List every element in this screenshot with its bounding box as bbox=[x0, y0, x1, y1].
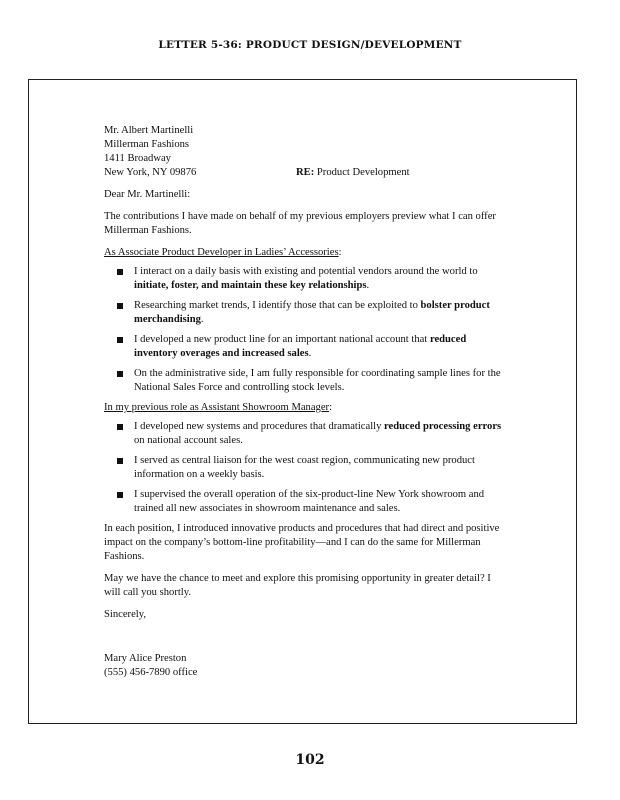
bullet-list bbox=[104, 265, 504, 395]
square-bullet-icon bbox=[117, 492, 123, 498]
bullet-text: On the administrative side, I am fully responsible for coordinating sample lines for the National Sales Force and controlling stock levels. bbox=[134, 368, 501, 393]
bullet-emphasis: bolster product merchandising bbox=[134, 300, 490, 325]
recipient-company: Millerman Fashions bbox=[104, 139, 190, 150]
section-heading-text: In my previous role as Assistant Showroom Manager bbox=[104, 402, 330, 413]
closing-paragraph: In each position, I introduced innovative products and procedures that had direct and positive impact on the company’s bottom-line profitability—and I can do the same for Millerman Fashions. bbox=[104, 523, 500, 562]
list-item bbox=[104, 367, 506, 395]
bullet-list bbox=[104, 420, 504, 516]
sign-off: Sincerely, bbox=[104, 609, 146, 620]
re-text: Product Development bbox=[314, 167, 410, 178]
recipient-city: New York, NY 09876 bbox=[104, 167, 197, 178]
re-label: RE: bbox=[296, 167, 315, 178]
square-bullet-icon bbox=[117, 424, 123, 430]
list-item bbox=[104, 420, 506, 448]
section-heading bbox=[104, 246, 504, 260]
bullet-text: I interact on a daily basis with existing and potential vendors around the world to bbox=[134, 266, 478, 277]
re-line bbox=[296, 166, 410, 180]
list-item bbox=[104, 265, 506, 293]
bullet-text: I supervised the overall operation of the six-product-line New York showroom and trained all new associates in showroom maintenance and sales. bbox=[134, 489, 485, 514]
signature-block bbox=[104, 652, 504, 680]
intro-paragraph: The contributions I have made on behalf of my previous employers preview what I can offer Millerman Fashions. bbox=[104, 211, 496, 236]
bullet-tail: on national account sales. bbox=[134, 435, 243, 446]
bullet-text: I developed new systems and procedures that dramatically bbox=[134, 421, 385, 432]
square-bullet-icon bbox=[117, 269, 123, 275]
signature-name: Mary Alice Preston bbox=[104, 653, 187, 664]
list-item bbox=[104, 488, 506, 516]
square-bullet-icon bbox=[117, 303, 123, 309]
page-title: LETTER 5-36: PRODUCT DESIGN/DEVELOPMENT bbox=[158, 39, 462, 51]
square-bullet-icon bbox=[117, 458, 123, 464]
section-heading bbox=[104, 401, 504, 415]
page-number: 102 bbox=[295, 752, 325, 768]
recipient-address bbox=[104, 124, 504, 180]
section-showroom bbox=[104, 401, 504, 516]
bullet-emphasis: reduced processing errors bbox=[384, 421, 502, 432]
list-item bbox=[104, 454, 506, 482]
bullet-emphasis: initiate, foster, and maintain these key relationships bbox=[134, 280, 367, 291]
list-item bbox=[104, 333, 506, 361]
bullet-text: Researching market trends, I identify those that can be exploited to bbox=[134, 300, 421, 311]
recipient-street: 1411 Broadway bbox=[104, 153, 171, 164]
bullet-tail: . bbox=[366, 280, 370, 291]
bullet-tail: . bbox=[200, 314, 204, 325]
section-heading-colon: : bbox=[338, 247, 342, 258]
request-paragraph: May we have the chance to meet and explore this promising opportunity in greater detail? I will call you shortly. bbox=[104, 573, 491, 598]
letter-body bbox=[104, 124, 504, 680]
section-associate bbox=[104, 246, 504, 395]
salutation: Dear Mr. Martinelli: bbox=[104, 189, 191, 200]
bullet-text: I served as central liaison for the west coast region, communicating new product information on a weekly basis. bbox=[134, 455, 475, 480]
signature-phone: (555) 456-7890 office bbox=[104, 667, 198, 678]
bullet-tail: . bbox=[308, 348, 312, 359]
bullet-text: I developed a new product line for an important national account that bbox=[134, 334, 430, 345]
bullet-emphasis: reduced inventory overages and increased sales bbox=[134, 334, 467, 359]
recipient-name: Mr. Albert Martinelli bbox=[104, 125, 194, 136]
list-item bbox=[104, 299, 506, 327]
recipient-city-row bbox=[104, 166, 504, 180]
section-heading-colon: : bbox=[329, 402, 333, 413]
square-bullet-icon bbox=[117, 337, 123, 343]
section-heading-text: As Associate Product Developer in Ladies’ Accessories bbox=[104, 247, 339, 258]
square-bullet-icon bbox=[117, 371, 123, 377]
